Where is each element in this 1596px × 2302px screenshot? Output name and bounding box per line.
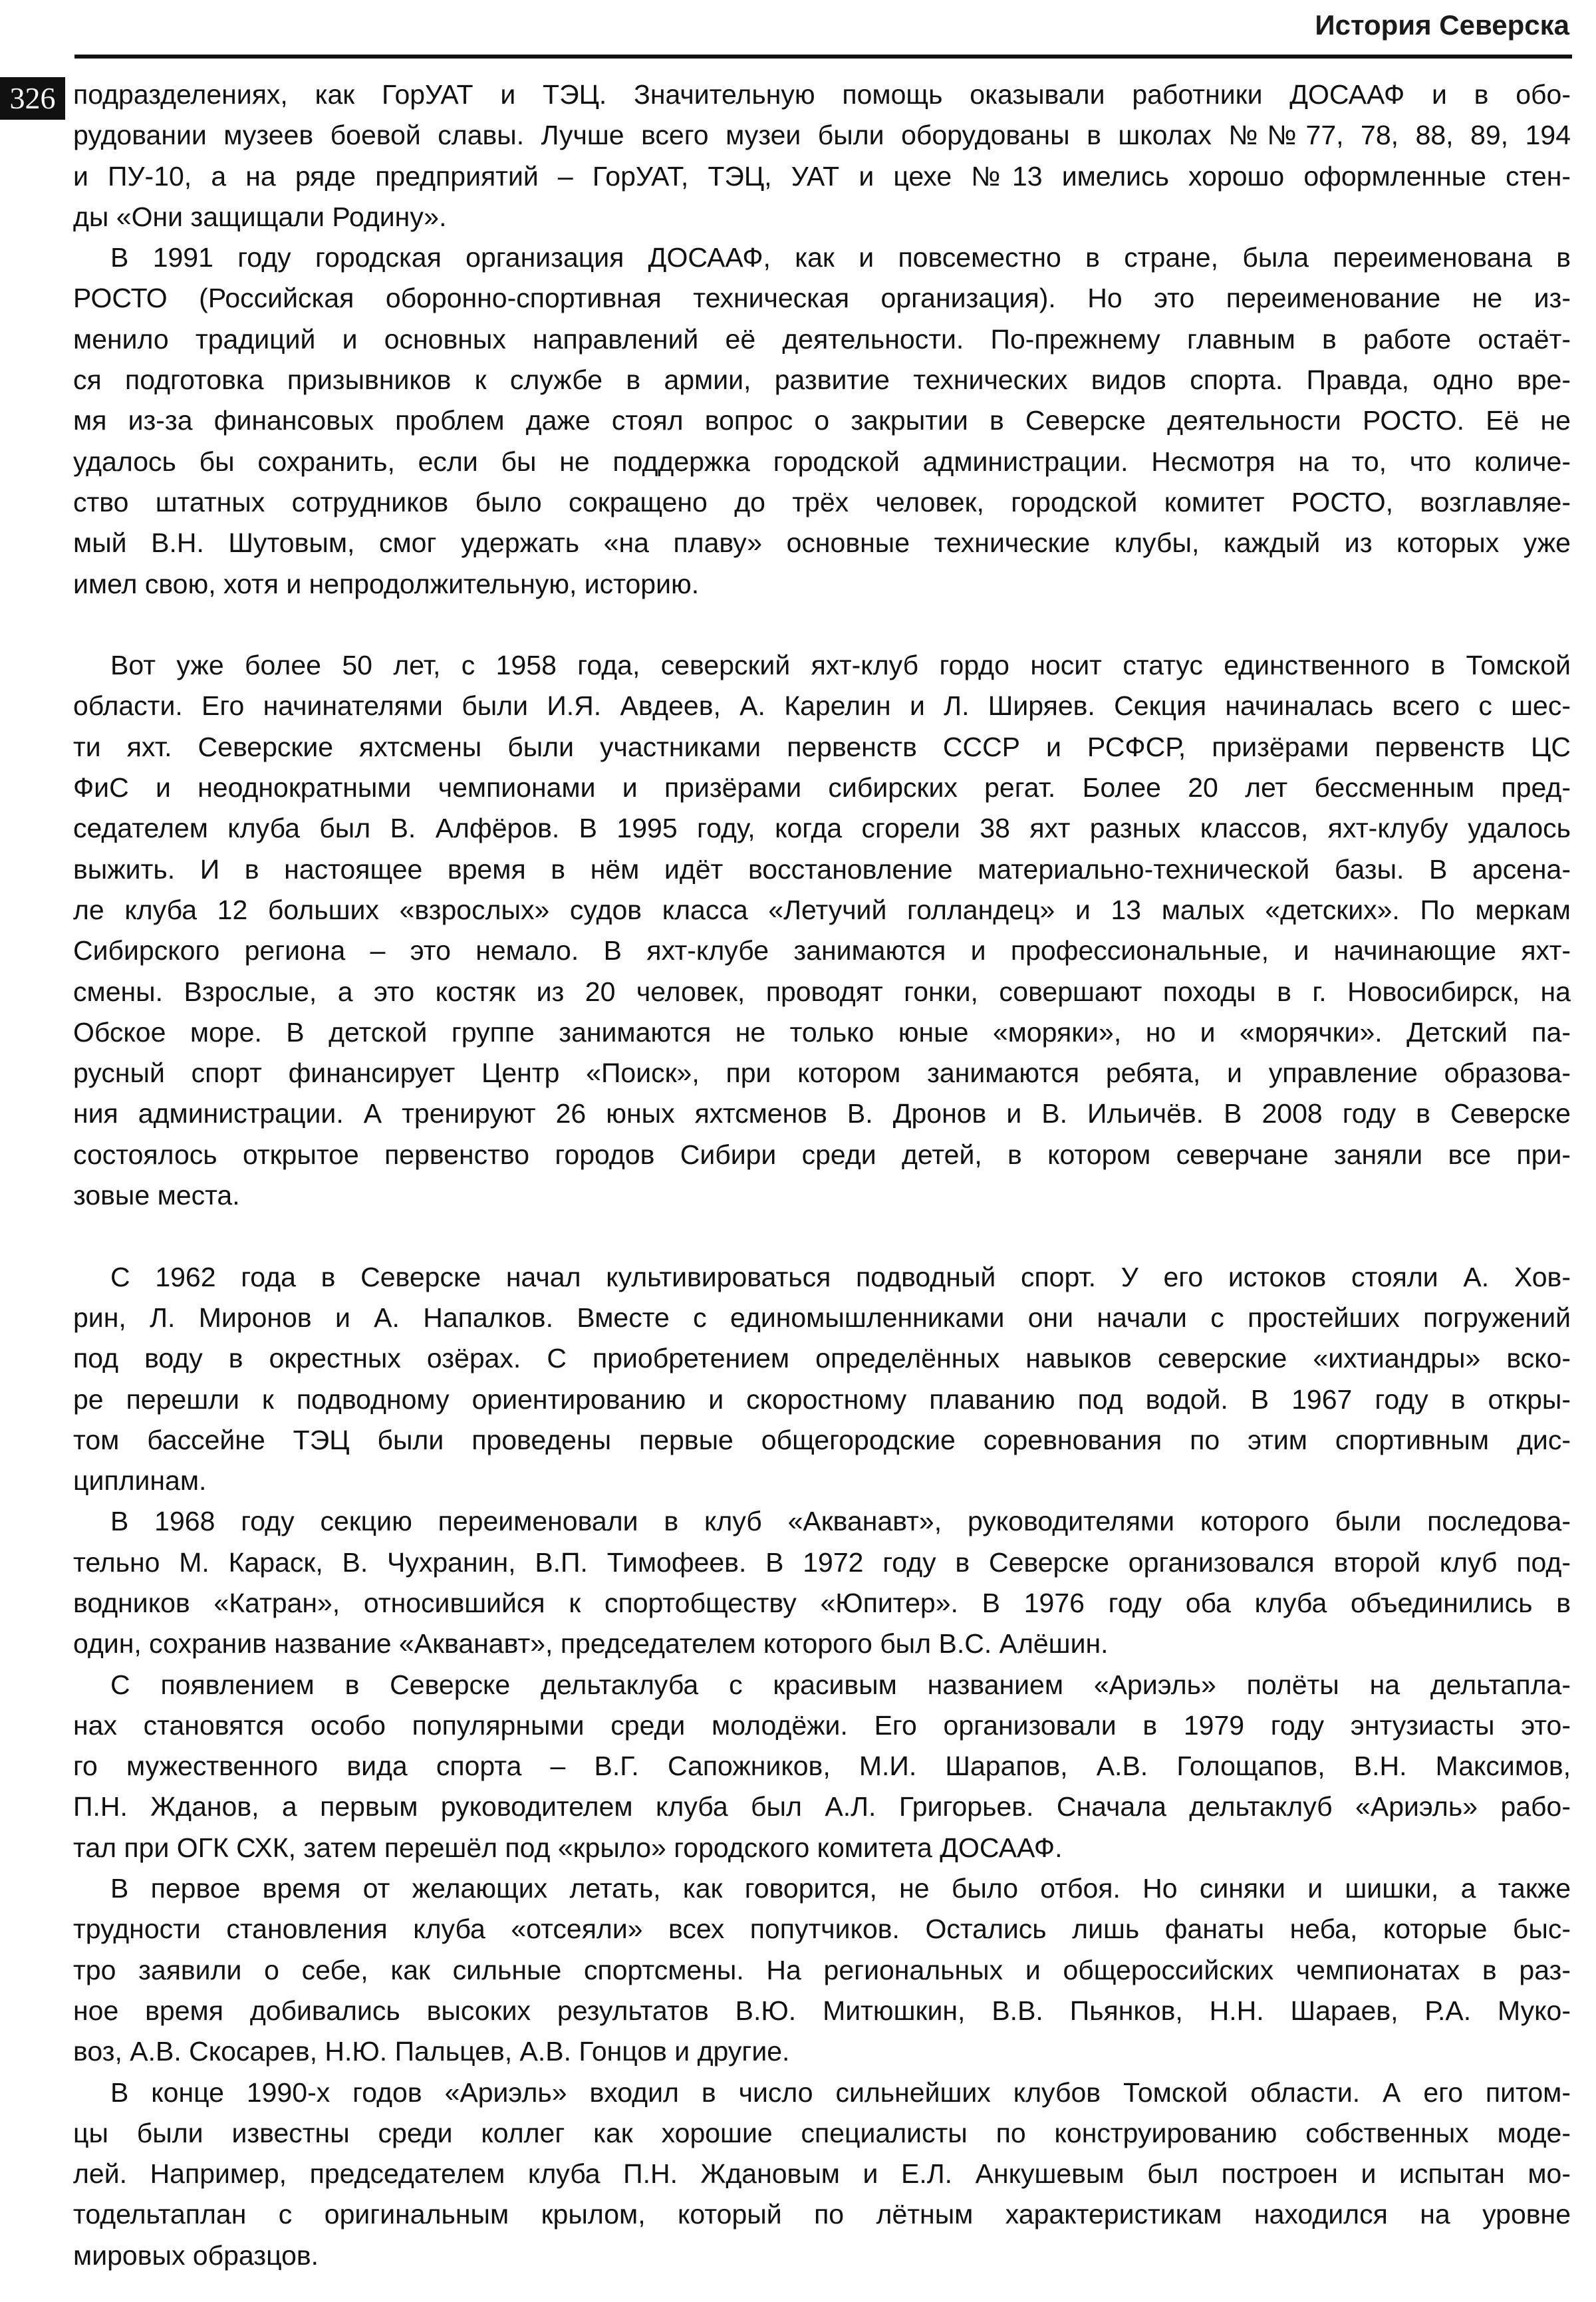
text-line: тал при ОГК СХК, затем перешёл под «крыло» городского комитета ДОСААФ. [73, 1832, 1063, 1863]
text-line: ле клуба 12 больших «взрослых» судов класса «Летучий голландец» и 13 малых «детских». По меркам [73, 894, 1571, 925]
text-line: циплинам. [73, 1465, 207, 1497]
paragraph [73, 1501, 1571, 1664]
text-line: и ПУ-10, а на ряде предприятий – ГорУАТ, ТЭЦ, УАТ и цехе №13 имелись хорошо оформленные стен- [73, 160, 1571, 192]
text-line: воз, А.В. Скосарев, Н.Ю. Пальцев, А.В. Гонцов и другие. [73, 2036, 790, 2067]
text-line: го мужественного вида спорта – В.Г. Сапожников, М.И. Шарапов, А.В. Голощапов, В.Н. Максимов, [73, 1751, 1571, 1782]
text-line: подразделениях, как ГорУАТ и ТЭЦ. Значительную помощь оказывали работники ДОСААФ и в обо- [73, 79, 1571, 110]
text-line: менило традиций и основных направлений её деятельности. По-прежнему главным в работе остаёт- [73, 323, 1571, 355]
header-rule [74, 55, 1572, 59]
text-line: имел свою, хотя и непродолжительную, историю. [73, 568, 700, 599]
text-line: области. Его начинателями были И.Я. Авдеев, А. Карелин и Л. Ширяев. Секция начиналась всего с шес- [73, 690, 1571, 722]
text-line: ное время добивались высоких результатов В.Ю. Митюшкин, В.В. Пьянков, Н.Н. Шараев, Р.А. Муко- [73, 1995, 1571, 2026]
text-line: Сибирского региона – это немало. В яхт-клубе занимаются и профессиональные, и начинающие яхт- [73, 935, 1571, 966]
text-line: РОСТО (Российская оборонно-спортивная техническая организация). Но это переименование не из- [73, 283, 1571, 314]
text-line: зовые места. [73, 1180, 240, 1211]
text-line: русный спорт финансирует Центр «Поиск», при котором занимаются ребята, и управление образова- [73, 1058, 1571, 1089]
text-line: рин, Л. Миронов и А. Напалков. Вместе с единомышленниками они начали с простейших погружений [73, 1302, 1571, 1333]
body-text [73, 74, 1571, 2276]
text-line: В конце 1990-х годов «Ариэль» входил в число сильнейших клубов Томской области. А его питом- [110, 2077, 1571, 2108]
text-line: состоялось открытое первенство городов Сибири среди детей, в котором северчане заняли все при- [73, 1139, 1571, 1170]
paragraph [73, 1868, 1571, 2072]
text-line: под воду в окрестных озёрах. С приобретением определённых навыков северские «ихтиандры» вско- [73, 1343, 1571, 1374]
text-line: Вот уже более 50 лет, с 1958 года, северский яхт-клуб гордо носит статус единственного в Томской [110, 650, 1571, 681]
text-line: лей. Например, председателем клуба П.Н. Ждановым и Е.Л. Анкушевым был построен и испытан мо- [73, 2158, 1571, 2190]
text-line: мый В.Н. Шутовым, смог удержать «на плаву» основные технические клубы, каждый из которых уже [73, 527, 1571, 559]
text-line: выжить. И в настоящее время в нём идёт восстановление материально-технической базы. В арсена- [73, 853, 1571, 885]
paragraph [73, 74, 1571, 237]
text-line: нах становятся особо популярными среди молодёжи. Его организовали в 1979 году энтузиасты это- [73, 1709, 1571, 1741]
page-number: 326 [0, 77, 65, 120]
text-line: ти яхт. Северские яхтсмены были участниками первенств СССР и РСФСР, призёрами первенств ЦС [73, 731, 1571, 762]
text-line: мя из-за финансовых проблем даже стоял вопрос о закрытии в Северске деятельности РОСТО. Её не [73, 405, 1571, 436]
paragraph [73, 1257, 1571, 1502]
text-line: ство штатных сотрудников было сокращено до трёх человек, городской комитет РОСТО, возглавляе- [73, 486, 1571, 517]
text-line: мировых образцов. [73, 2239, 319, 2271]
text-line: П.Н. Жданов, а первым руководителем клуба был А.Л. Григорьев. Сначала дельтаклуб «Ариэль» рабо- [73, 1791, 1571, 1822]
text-line: рудовании музеев боевой славы. Лучше всего музеи были оборудованы в школах №№77, 78, 88, 89, 194 [73, 120, 1571, 151]
text-line: С 1962 года в Северске начал культивироваться подводный спорт. У его истоков стояли А. Хов- [110, 1261, 1571, 1292]
text-line: ния администрации. А тренируют 26 юных яхтсменов В. Дронов и В. Ильичёв. В 2008 году в Северске [73, 1098, 1571, 1129]
text-line: удалось бы сохранить, если бы не поддержка городской администрации. Несмотря на то, что количе- [73, 446, 1571, 477]
text-line: седателем клуба был В. Алфёров. В 1995 году, когда сгорели 38 яхт разных классов, яхт-клубу удалось [73, 813, 1571, 844]
text-line: тельно М. Караск, В. Чухранин, В.П. Тимофеев. В 1972 году в Северске организовался второй клуб под- [73, 1546, 1571, 1578]
text-line: ды «Они защищали Родину». [73, 201, 447, 232]
text-line: С появлением в Северске дельтаклуба с красивым названием «Ариэль» полёты на дельтапла- [110, 1669, 1571, 1700]
text-line: В 1968 году секцию переименовали в клуб «Акванавт», руководителями которого были последова- [110, 1506, 1571, 1537]
text-line: ре перешли к подводному ориентированию и скоростному плаванию под водой. В 1967 году в откры- [73, 1383, 1571, 1415]
paragraph [73, 237, 1571, 605]
text-line: один, сохранив название «Акванавт», председателем которого был В.С. Алёшин. [73, 1628, 1109, 1659]
text-line: смены. Взрослые, а это костяк из 20 человек, проводят гонки, совершают походы в г. Новосибирск, на [73, 976, 1571, 1007]
text-line: ФиС и неоднократными чемпионами и призёрами сибирских регат. Более 20 лет бессменным пред- [73, 772, 1571, 803]
text-line: цы были известны среди коллег как хорошие специалисты по конструированию собственных моде- [73, 2117, 1571, 2148]
paragraph [73, 2073, 1571, 2276]
text-line: В 1991 году городская организация ДОСААФ, как и повсеместно в стране, была переименована в [110, 242, 1571, 273]
text-line: трудности становления клуба «отсеяли» всех попутчиков. Остались лишь фанаты неба, которые быс- [73, 1914, 1571, 1945]
text-line: том бассейне ТЭЦ были проведены первые общегородские соревнования по этим спортивным дис- [73, 1424, 1571, 1455]
paragraph [73, 1665, 1571, 1868]
paragraph-gap [73, 605, 1571, 645]
paragraph-gap [73, 1216, 1571, 1256]
text-line: водников «Катран», относившийся к спортобществу «Юпитер». В 1976 году оба клуба объединились в [73, 1587, 1571, 1618]
text-line: тро заявили о себе, как сильные спортсмены. На региональных и общероссийских чемпионатах в раз- [73, 1954, 1571, 1985]
text-line: В первое время от желающих летать, как говорится, не было отбоя. Но синяки и шишки, а также [110, 1873, 1571, 1904]
text-line: тодельтаплан с оригинальным крылом, который по лётным характеристикам находился на уровне [73, 2199, 1571, 2230]
text-line: ся подготовка призывников к службе в армии, развитие технических видов спорта. Правда, одно вре- [73, 364, 1571, 396]
paragraph [73, 645, 1571, 1216]
running-head-title: История Северска [1315, 9, 1569, 41]
text-line: Обское море. В детской группе занимаются не только юные «моряки», но и «морячки». Детский па- [73, 1016, 1571, 1048]
